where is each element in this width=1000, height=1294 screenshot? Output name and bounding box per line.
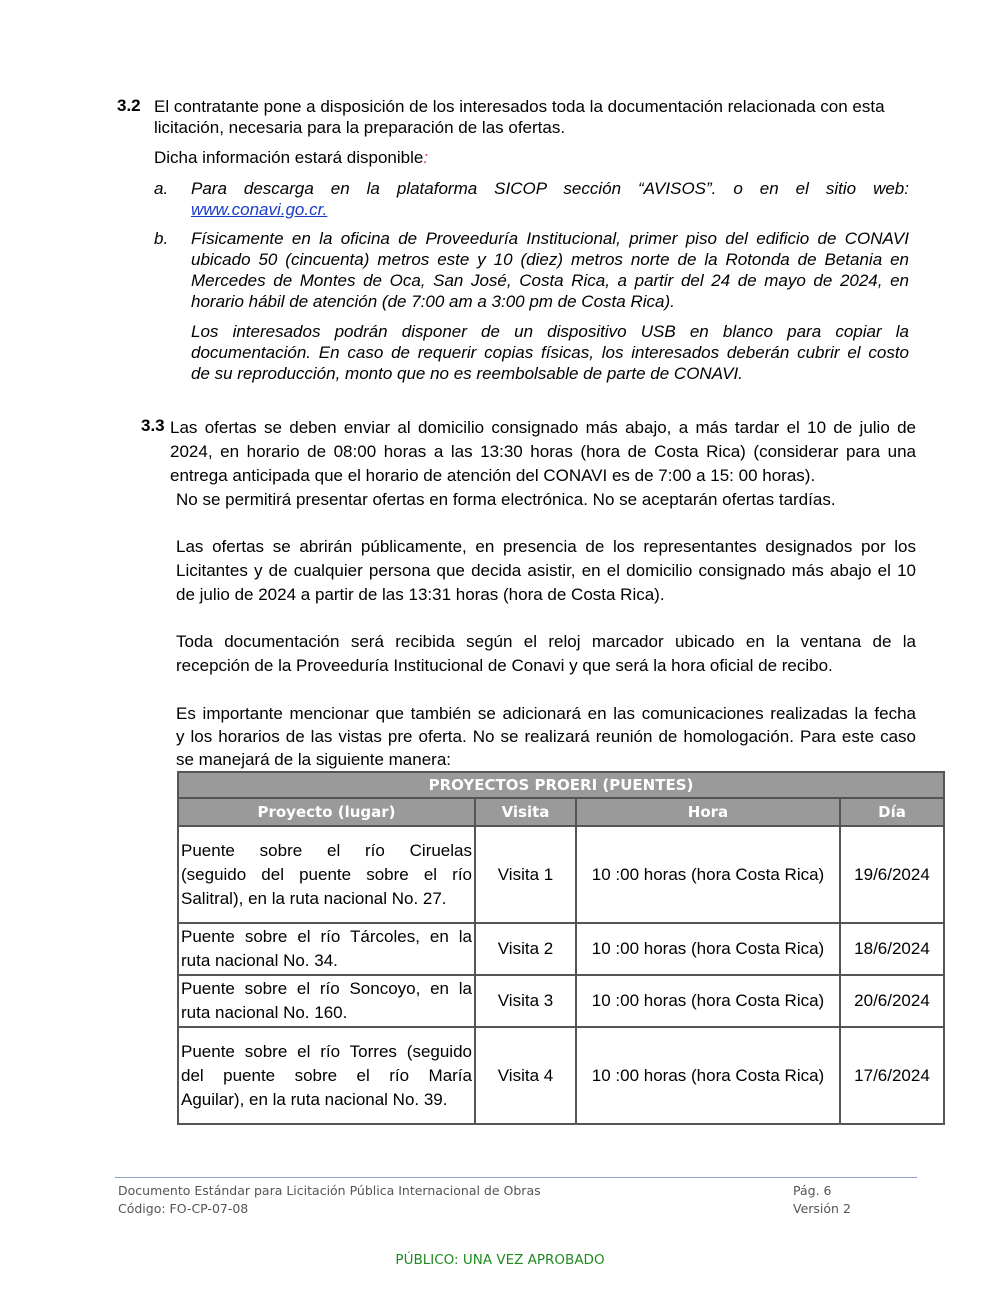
table-title: PROYECTOS PROERI (PUENTES)	[178, 772, 944, 798]
table-row	[178, 1027, 944, 1124]
date-cell: 19/6/2024	[840, 826, 944, 923]
date-cell: 17/6/2024	[840, 1027, 944, 1124]
column-header-visita: Visita	[475, 798, 576, 826]
time-cell: 10 :00 horas (hora Costa Rica)	[576, 975, 840, 1027]
text-line: Mercedes de Montes de Oca, San José, Costa Rica, a partir del 24 de mayo de 2024, en	[191, 271, 909, 290]
visit-cell: Visita 1	[475, 826, 576, 923]
text-line: ruta nacional No. 160.	[181, 1003, 348, 1022]
availability-text: Dicha información estará disponible	[154, 148, 424, 167]
text-line: ruta nacional No. 34.	[181, 951, 338, 970]
column-header-hora: Hora	[576, 798, 840, 826]
project-cell	[178, 1027, 475, 1124]
text-line: entrega anticipada que el horario de atención del CONAVI es de 7:00 a 15: 00 horas).	[170, 466, 816, 485]
text-line: Puente sobre el río Torres (seguido	[181, 1041, 472, 1061]
visit-cell: Visita 3	[475, 975, 576, 1027]
reception-paragraph	[176, 630, 916, 678]
time-cell: 10 :00 horas (hora Costa Rica)	[576, 826, 840, 923]
project-cell	[178, 826, 475, 923]
column-header-dia: Día	[840, 798, 944, 826]
text-line: se manejará de la siguiente manera:	[176, 750, 451, 769]
text-line: documentación. En caso de requerir copias físicas, los interesados deberán cubrir el costo	[191, 343, 909, 362]
text-line: horario hábil de atención (de 7:00 am a 3:00 pm de Costa Rica).	[191, 292, 675, 311]
usb-paragraph	[191, 321, 909, 384]
date-cell: 18/6/2024	[840, 923, 944, 975]
opening-paragraph	[176, 535, 916, 607]
text-line: ubicado 50 (cincuenta) metros este y 10 (diez) metros norte de la Rotonda de Betania en	[191, 250, 909, 269]
text-line: Aguilar), en la ruta nacional No. 39.	[181, 1089, 448, 1109]
item-a-letter: a.	[154, 179, 169, 198]
no-electronic-offers: No se permitirá presentar ofertas en forma electrónica. No se aceptarán ofertas tardías.	[176, 490, 836, 509]
public-classification-label: PÚBLICO: UNA VEZ APROBADO	[395, 1252, 605, 1268]
table-row	[178, 923, 944, 975]
item-b-letter: b.	[154, 229, 169, 248]
text-line: del puente sobre el río María	[181, 1065, 472, 1085]
text-line: Las ofertas se deben enviar al domicilio consignado más abajo, a más tardar el 10 de julio de	[170, 418, 916, 437]
project-cell	[178, 975, 475, 1027]
text-line: licitación, necesaria para la preparación de las ofertas.	[154, 118, 566, 137]
text-line: Es importante mencionar que también se adicionará en las comunicaciones realizadas la fecha	[176, 704, 916, 723]
table-header-row	[178, 798, 944, 826]
item-a	[191, 178, 909, 220]
section-number-3-2: 3.2	[117, 96, 141, 115]
table-row	[178, 975, 944, 1027]
visits-table	[177, 771, 945, 1125]
text-line: 2024, en horario de 08:00 horas a las 13:30 horas (hora de Costa Rica) (considerar para una	[170, 442, 916, 461]
visits-paragraph	[176, 702, 916, 771]
text-line: de su reproducción, monto que no es reembolsable de parte de CONAVI.	[191, 364, 743, 383]
text-line: Puente sobre el río Soncoyo, en la	[181, 979, 472, 998]
section-3-3-intro	[170, 416, 916, 488]
date-cell: 20/6/2024	[840, 975, 944, 1027]
text-line: Puente sobre el río Tárcoles, en la	[181, 927, 472, 946]
text-line: (seguido del puente sobre el río	[181, 864, 472, 884]
text-line: Físicamente en la oficina de Proveeduría Institucional, primer piso del edificio de CONAVI	[191, 229, 909, 248]
text-line: Toda documentación será recibida según el reloj marcador ubicado en la ventana de la	[176, 632, 916, 651]
section-number-3-3: 3.3	[141, 416, 165, 435]
footer-code: Código: FO-CP-07-08	[118, 1201, 249, 1216]
availability-colon: :	[423, 148, 429, 167]
project-cell	[178, 923, 475, 975]
footer-page-number: Pág. 6	[793, 1183, 832, 1198]
column-header-proyecto: Proyecto (lugar)	[178, 798, 475, 826]
text-line: y los horarios de las vistas pre oferta. No se realizará reunión de homologación. Para este caso	[176, 727, 916, 746]
text-line: recepción de la Proveeduría Institucional de Conavi y que será la hora oficial de recibo.	[176, 656, 833, 675]
section-3-2-intro	[154, 96, 920, 138]
text-line: Salitral), en la ruta nacional No. 27.	[181, 888, 447, 908]
conavi-website-link[interactable]: www.conavi.go.cr.	[191, 200, 328, 219]
time-cell: 10 :00 horas (hora Costa Rica)	[576, 923, 840, 975]
visit-cell: Visita 2	[475, 923, 576, 975]
text-line: Puente sobre el río Ciruelas	[181, 840, 472, 860]
item-a-text: Para descarga en la plataforma SICOP sección “AVISOS”. o en el sitio web:	[191, 179, 909, 198]
table-row	[178, 826, 944, 923]
availability-sentence	[154, 147, 428, 168]
text-line: Las ofertas se abrirán públicamente, en presencia de los representantes designados por los	[176, 537, 916, 556]
footer-divider	[115, 1177, 917, 1178]
text-line: de julio de 2024 a partir de las 13:31 horas (hora de Costa Rica).	[176, 585, 665, 604]
text-line: Licitantes y de cualquier persona que decida asistir, en el domicilio consignado más abajo el 10	[176, 561, 916, 580]
footer-document-title: Documento Estándar para Licitación Pública Internacional de Obras	[118, 1183, 541, 1198]
text-line: Los interesados podrán disponer de un dispositivo USB en blanco para copiar la	[191, 322, 909, 341]
visit-cell: Visita 4	[475, 1027, 576, 1124]
item-b	[191, 228, 909, 312]
text-line: El contratante pone a disposición de los interesados toda la documentación relacionada con esta	[154, 97, 885, 116]
time-cell: 10 :00 horas (hora Costa Rica)	[576, 1027, 840, 1124]
footer-version: Versión 2	[793, 1201, 851, 1216]
